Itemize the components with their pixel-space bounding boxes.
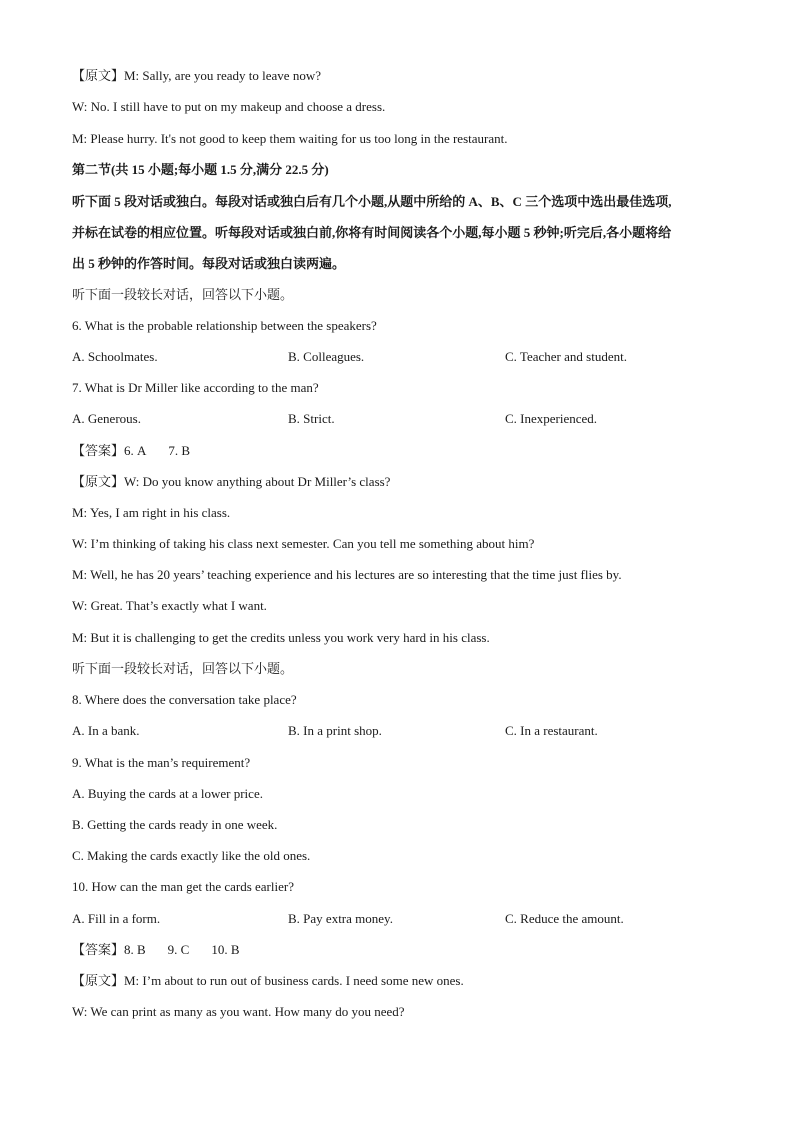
answer-item: 10. B xyxy=(211,942,240,957)
option-a: A. Schoolmates. xyxy=(72,349,158,364)
option-b: B. Colleagues. xyxy=(288,349,365,364)
option-c: C. Making the cards exactly like the old ones. xyxy=(72,848,311,863)
answer-label: 【答案】6. A xyxy=(72,443,147,458)
option-a: A. Fill in a form. xyxy=(72,911,161,926)
dialogue-prompt: 听下面一段较长对话，回答以下小题。 xyxy=(72,287,294,302)
section-heading: 第二节(共 15 小题;每小题 1.5 分,满分 22.5 分) xyxy=(72,162,329,177)
answer-item: 7. B xyxy=(168,443,191,458)
option-c: C. Reduce the amount. xyxy=(505,911,624,926)
instructions-line: 出 5 秒钟的作答时间。每段对话或独白读两遍。 xyxy=(72,256,346,271)
question-9: 9. What is the man’s requirement? xyxy=(72,755,251,770)
transcript-line: 【原文】M: I’m about to run out of business cards. I need some new ones. xyxy=(72,973,464,988)
instructions-line: 并标在试卷的相应位置。听每段对话或独白前,你将有时间阅读各个小题,每小题 5 秒钟;听完后,各小题将给 xyxy=(72,225,672,240)
transcript-line: M: Yes, I am right in his class. xyxy=(72,505,231,520)
question-8: 8. Where does the conversation take place? xyxy=(72,692,297,707)
question-7: 7. What is Dr Miller like according to the man? xyxy=(72,380,319,395)
answer-label: 【答案】8. B xyxy=(72,942,146,957)
option-b: B. Pay extra money. xyxy=(288,911,393,926)
transcript-line: W: No. I still have to put on my makeup and choose a dress. xyxy=(72,99,386,114)
question-10: 10. How can the man get the cards earlier? xyxy=(72,879,294,894)
answer-item: 9. C xyxy=(167,942,190,957)
question-6: 6. What is the probable relationship between the speakers? xyxy=(72,318,377,333)
option-a: A. Buying the cards at a lower price. xyxy=(72,786,263,801)
option-a: A. In a bank. xyxy=(72,723,140,738)
option-c: C. Inexperienced. xyxy=(505,411,598,426)
dialogue-prompt: 听下面一段较长对话，回答以下小题。 xyxy=(72,661,294,676)
option-c: C. In a restaurant. xyxy=(505,723,598,738)
answer-key xyxy=(72,442,734,460)
transcript-line: W: We can print as many as you want. How many do you need? xyxy=(72,1004,405,1019)
transcript-line: 【原文】W: Do you know anything about Dr Miller’s class? xyxy=(72,474,391,489)
option-a: A. Generous. xyxy=(72,411,141,426)
option-b: B. Strict. xyxy=(288,411,335,426)
option-b: B. Getting the cards ready in one week. xyxy=(72,817,278,832)
transcript-line: W: I’m thinking of taking his class next semester. Can you tell me something about him? xyxy=(72,536,535,551)
transcript-line: M: But it is challenging to get the credits unless you work very hard in his class. xyxy=(72,630,490,645)
instructions-line: 听下面 5 段对话或独白。每段对话或独白后有几个小题,从题中所给的 A、B、C 三个选项中选出最佳选项, xyxy=(72,194,672,209)
transcript-line: M: Please hurry. It's not good to keep them waiting for us too long in the restaurant. xyxy=(72,131,508,146)
transcript-line: W: Great. That’s exactly what I want. xyxy=(72,598,267,613)
option-b: B. In a print shop. xyxy=(288,723,382,738)
answer-key xyxy=(72,941,734,959)
transcript-line: 【原文】M: Sally, are you ready to leave now? xyxy=(72,68,321,83)
transcript-line: M: Well, he has 20 years’ teaching experience and his lectures are so interesting that the time just flies by. xyxy=(72,567,622,582)
option-c: C. Teacher and student. xyxy=(505,349,627,364)
